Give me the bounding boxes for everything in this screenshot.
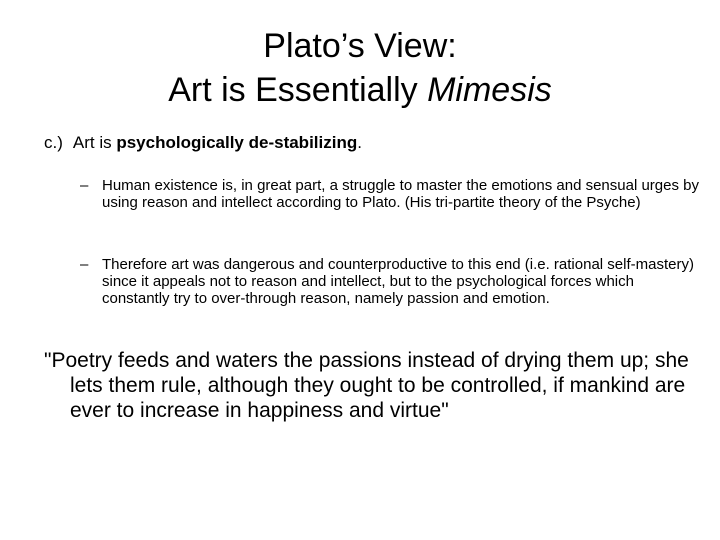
point-label: c.) [44, 133, 63, 152]
plato-quote: "Poetry feeds and waters the passions instead of drying them up; she lets them rule, although they ought to be controlled, if mankind are ever to increase in happiness and virtue" [44, 349, 689, 422]
point-text-suffix: . [357, 133, 362, 152]
subpoint [80, 177, 702, 211]
main-point [44, 132, 684, 154]
title-line-1: Plato’s View: [263, 27, 457, 65]
dash-bullet-icon: – [80, 256, 89, 273]
title-line-2-prefix: Art is Essentially [168, 71, 428, 109]
title-emphasis: Mimesis [427, 71, 552, 109]
point-text-bold: psychologically de-stabilizing [116, 133, 358, 152]
point-text-prefix: Art is [72, 133, 117, 152]
dash-bullet-icon: – [80, 177, 89, 194]
title-line-2 [0, 68, 720, 112]
subpoint-text: Therefore art was dangerous and counterproductive to this end (i.e. rational self-mastery) since it appeals not to reason and intellect, but to the psychological forces which constantly try to over-through reason, namely passion and emotion. [102, 256, 694, 307]
slide-title [0, 24, 720, 112]
subpoint-text: Human existence is, in great part, a struggle to master the emotions and sensual urges by using reason and intellect according to Plato. (His tri-partite theory of the Psyche) [102, 177, 699, 211]
subpoint [80, 256, 702, 307]
